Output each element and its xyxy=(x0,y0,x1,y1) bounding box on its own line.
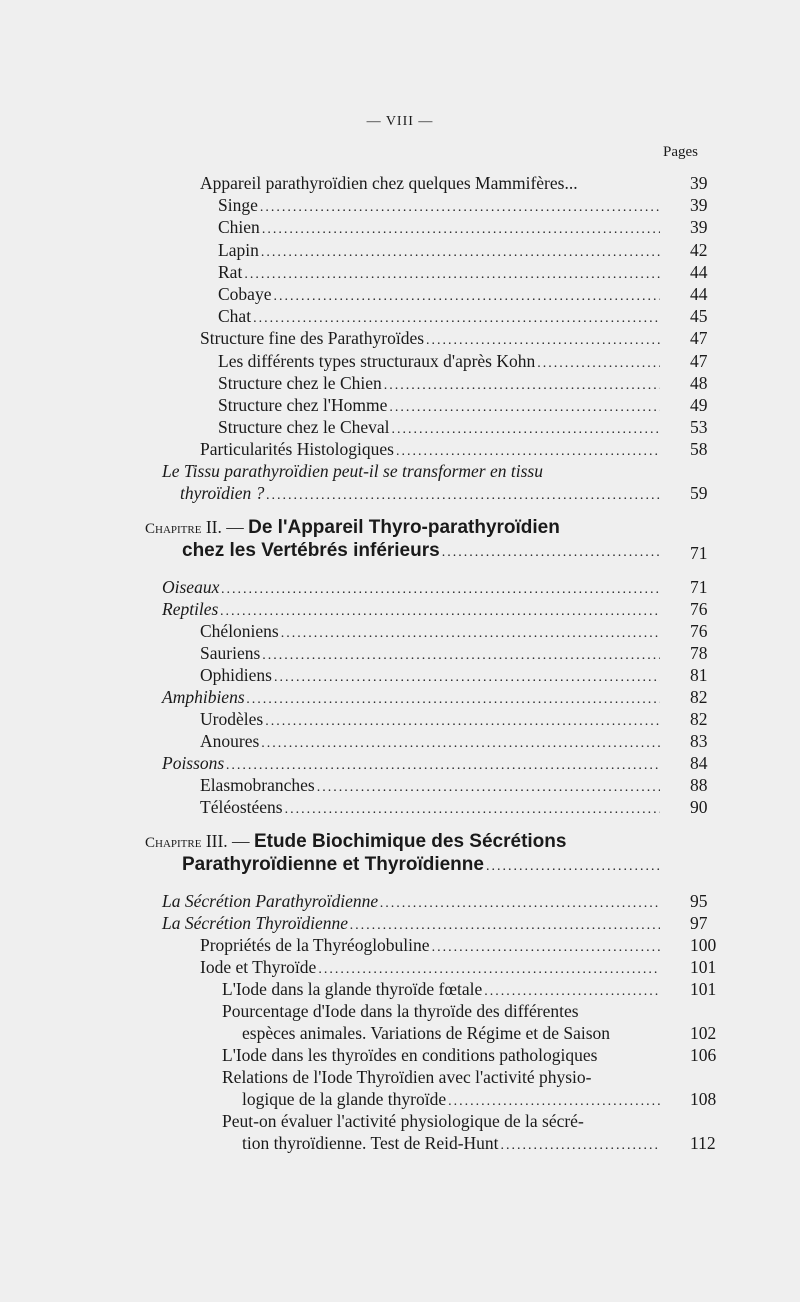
leader-dots xyxy=(442,542,662,564)
toc-page-number: 82 xyxy=(690,709,708,729)
toc-page-number: 78 xyxy=(690,643,708,663)
toc-page-number: 48 xyxy=(690,373,708,393)
toc-page-number: 82 xyxy=(690,687,708,707)
toc-entry: Sauriens ..... xyxy=(200,642,662,667)
toc-page-number: 90 xyxy=(690,797,708,817)
toc-page-number: 84 xyxy=(690,753,708,773)
toc-page-number: 44 xyxy=(690,284,708,304)
toc-entry: Pourcentage d'Iode dans la thyroïde des différentes xyxy=(222,1001,579,1021)
leader-dots xyxy=(426,330,660,352)
toc-page-number: 102 xyxy=(690,1023,717,1043)
toc-entry: Oiseaux ..... xyxy=(162,576,662,601)
toc-entry: logique de la glande thyroïde ..... xyxy=(242,1088,662,1113)
leader-dots xyxy=(501,1135,660,1157)
toc-entry: Reptiles ..... xyxy=(162,598,662,623)
toc-entry: La Sécrétion Thyroïdienne ..... xyxy=(162,912,662,937)
toc-entry: Peut-on évaluer l'activité physiologique de la sécré- xyxy=(222,1111,584,1131)
toc-entry: Chien ..... xyxy=(218,216,662,241)
toc-page-number: 71 xyxy=(690,577,708,597)
page-number-header: — VIII — xyxy=(366,114,434,129)
toc-entry: Cobaye ..... xyxy=(218,283,662,308)
toc-page-number: 53 xyxy=(690,417,708,437)
toc-entry: Le Tissu parathyroïdien peut-il se transformer en tissu xyxy=(162,461,543,481)
toc-page-number: 47 xyxy=(690,351,708,371)
toc-entry: Elasmobranches ..... xyxy=(200,774,662,799)
toc-entry: Structure chez le Chien ..... xyxy=(218,372,662,397)
toc-page-number: 58 xyxy=(690,439,708,459)
chapter-heading-line2: Parathyroïdienne et Thyroïdienne ..... xyxy=(182,854,662,878)
toc-page-number: 47 xyxy=(690,328,708,348)
toc-entry: Chat ..... xyxy=(218,305,662,330)
toc-entry: Chéloniens ..... xyxy=(200,620,662,645)
toc-page-number: 100 xyxy=(690,935,717,955)
toc-entry: L'Iode dans la glande thyroïde fœtale ..... xyxy=(222,978,662,1003)
toc-page-number: 39 xyxy=(690,173,708,193)
toc-page-number: 112 xyxy=(690,1133,716,1153)
leader-dots xyxy=(486,856,662,878)
toc-entry: Téléostéens ..... xyxy=(200,796,662,821)
toc-entry: Relations de l'Iode Thyroïdien avec l'activité physio- xyxy=(222,1067,592,1087)
toc-entry: Poissons ..... xyxy=(162,752,662,777)
toc-page-number: 44 xyxy=(690,262,708,282)
toc-entry: espèces animales. Variations de Régime et de Saison xyxy=(242,1023,611,1043)
toc-page-number: 76 xyxy=(690,599,708,619)
toc-page-number: 76 xyxy=(690,621,708,641)
toc-entry: Structure chez le Cheval ..... xyxy=(218,416,662,441)
toc-page-number: 42 xyxy=(690,240,708,260)
toc-page-number: 83 xyxy=(690,731,708,751)
toc-entry: L'Iode dans les thyroïdes en conditions pathologiques xyxy=(222,1045,598,1065)
toc-page-number: 106 xyxy=(690,1045,717,1065)
leader-dots xyxy=(266,485,660,507)
toc-page-number: 95 xyxy=(690,891,708,911)
toc-entry: Structure chez l'Homme ..... xyxy=(218,394,662,419)
toc-entry: Singe ..... xyxy=(218,194,662,219)
toc-entry: thyroïdien ? ..... xyxy=(180,482,662,507)
toc-entry: Propriétés de la Thyréoglobuline ..... xyxy=(200,934,662,959)
toc-page-number: 108 xyxy=(690,1089,717,1109)
toc-page-number: 81 xyxy=(690,665,708,685)
toc-entry: Appareil parathyroïdien chez quelques Mammifères... xyxy=(200,173,578,193)
chapter-heading: Chapitre III. — Etude Biochimique des Sécrétions xyxy=(145,831,567,852)
toc-entry: Urodèles ..... xyxy=(200,708,662,733)
toc-entry: Rat ..... xyxy=(218,261,662,286)
toc-entry: Particularités Histologiques ..... xyxy=(200,438,662,463)
chapter-heading-line2: chez les Vertébrés inférieurs ..... xyxy=(182,540,662,564)
toc-entry: Iode et Thyroïde ..... xyxy=(200,956,662,981)
toc-entry: La Sécrétion Parathyroïdienne ..... xyxy=(162,890,662,915)
toc-entry: Ophidiens ..... xyxy=(200,664,662,689)
leader-dots xyxy=(262,219,660,241)
toc-page-number: 71 xyxy=(690,543,708,563)
toc-entry: Lapin ..... xyxy=(218,239,662,264)
chapter-heading: Chapitre II. — De l'Appareil Thyro-parathyroïdien xyxy=(145,517,560,538)
toc-page-number: 101 xyxy=(690,979,717,999)
toc-page-number: 97 xyxy=(690,913,708,933)
toc-page-number: 45 xyxy=(690,306,708,326)
toc-page-number: 88 xyxy=(690,775,708,795)
leader-dots xyxy=(285,799,660,821)
pages-column-heading: Pages xyxy=(663,144,698,160)
toc-page-number: 49 xyxy=(690,395,708,415)
toc-page-number: 39 xyxy=(690,195,708,215)
toc-entry: Anoures ..... xyxy=(200,730,662,755)
toc-page-number: 39 xyxy=(690,217,708,237)
toc-entry: Amphibiens ..... xyxy=(162,686,662,711)
toc-entry: Structure fine des Parathyroïdes ..... xyxy=(200,327,662,352)
toc-page-number: 59 xyxy=(690,483,708,503)
toc-entry: tion thyroïdienne. Test de Reid-Hunt ..... xyxy=(242,1132,662,1157)
toc-page-number: 101 xyxy=(690,957,717,977)
toc-entry: Les différents types structuraux d'après Kohn ..... xyxy=(218,350,662,375)
